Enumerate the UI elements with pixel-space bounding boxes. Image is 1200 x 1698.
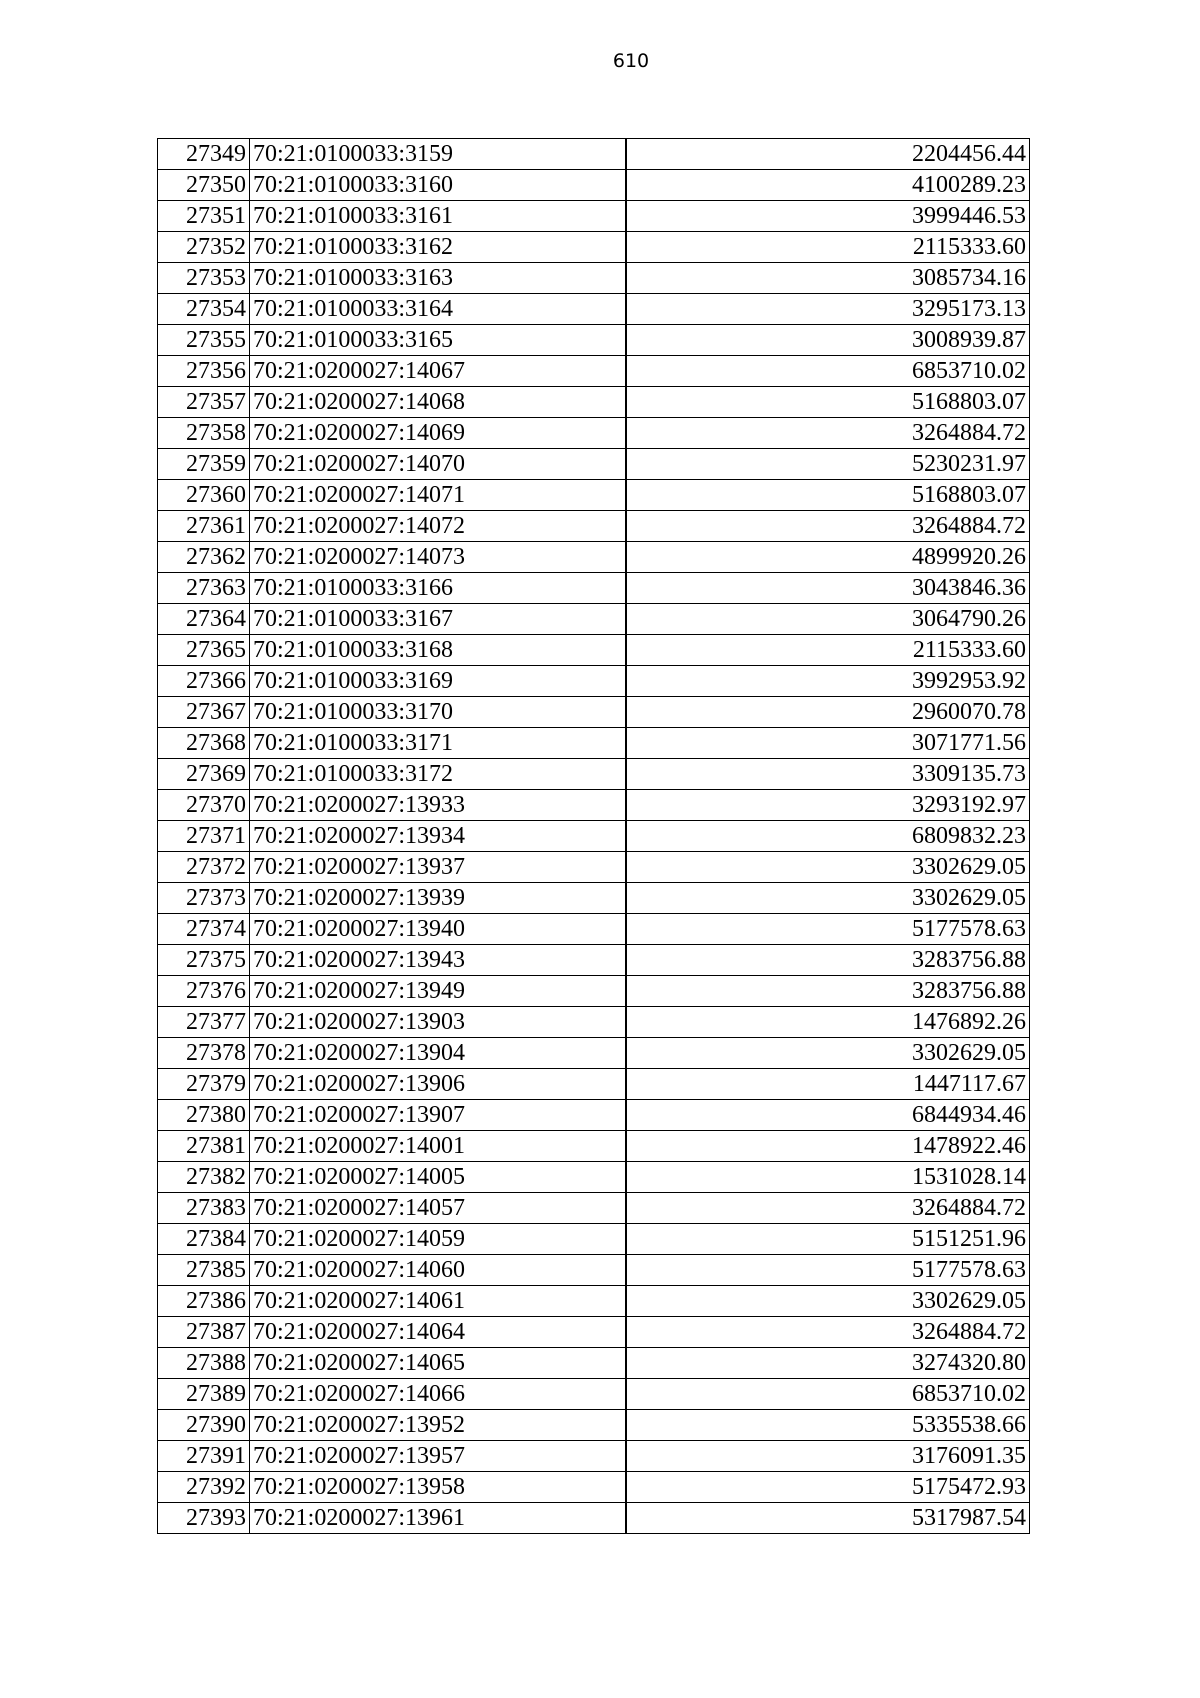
cadastral-value-cell: 1447117.67	[627, 1069, 1030, 1100]
cadastral-number-cell: 70:21:0200027:14001	[250, 1131, 626, 1162]
cadastral-value-cell: 3264884.72	[627, 1317, 1030, 1348]
cadastral-value-cell: 5175472.93	[627, 1472, 1030, 1503]
cadastral-value-cell: 3283756.88	[627, 945, 1030, 976]
table-row	[158, 1379, 1030, 1410]
cadastral-number-cell: 70:21:0200027:14073	[250, 542, 626, 573]
cadastral-number-cell: 70:21:0200027:14068	[250, 387, 626, 418]
table-row	[158, 790, 1030, 821]
cadastral-number-cell: 70:21:0100033:3164	[250, 294, 626, 325]
cadastral-number-cell: 70:21:0100033:3162	[250, 232, 626, 263]
cadastral-number-cell: 70:21:0100033:3169	[250, 666, 626, 697]
cadastral-value-cell: 6844934.46	[627, 1100, 1030, 1131]
cadastral-number-cell: 70:21:0200027:13949	[250, 976, 626, 1007]
cadastral-value-cell: 3071771.56	[627, 728, 1030, 759]
cadastral-value-cell: 3302629.05	[627, 1038, 1030, 1069]
row-number-cell: 27356	[158, 356, 250, 387]
row-number-cell: 27386	[158, 1286, 250, 1317]
table-row	[158, 1503, 1030, 1534]
table-row	[158, 1100, 1030, 1131]
cadastral-value-cell: 5317987.54	[627, 1503, 1030, 1534]
cadastral-value-cell: 3302629.05	[627, 852, 1030, 883]
cadastral-number-cell: 70:21:0200027:13907	[250, 1100, 626, 1131]
cadastral-number-cell: 70:21:0200027:13904	[250, 1038, 626, 1069]
table-row	[158, 976, 1030, 1007]
cadastral-number-cell: 70:21:0100033:3165	[250, 325, 626, 356]
table-row	[158, 1069, 1030, 1100]
cadastral-value-cell: 3274320.80	[627, 1348, 1030, 1379]
cadastral-number-cell: 70:21:0100033:3171	[250, 728, 626, 759]
row-number-cell: 27355	[158, 325, 250, 356]
table-row	[158, 1193, 1030, 1224]
table-row	[158, 1441, 1030, 1472]
table-row	[158, 1410, 1030, 1441]
table-row	[158, 480, 1030, 511]
cadastral-number-cell: 70:21:0200027:13940	[250, 914, 626, 945]
table-row	[158, 356, 1030, 387]
cadastral-value-cell: 3283756.88	[627, 976, 1030, 1007]
cadastral-value-cell: 5168803.07	[627, 480, 1030, 511]
cadastral-value-cell: 3008939.87	[627, 325, 1030, 356]
table-row	[158, 1472, 1030, 1503]
cadastral-value-cell: 5335538.66	[627, 1410, 1030, 1441]
cadastral-value-cell: 3295173.13	[627, 294, 1030, 325]
cadastral-value-cell: 2115333.60	[627, 635, 1030, 666]
table-row	[158, 139, 1030, 170]
cadastral-number-cell: 70:21:0100033:3167	[250, 604, 626, 635]
cadastral-number-cell: 70:21:0200027:14059	[250, 1224, 626, 1255]
row-number-cell: 27380	[158, 1100, 250, 1131]
cadastral-number-cell: 70:21:0200027:14005	[250, 1162, 626, 1193]
row-number-cell: 27363	[158, 573, 250, 604]
row-number-cell: 27377	[158, 1007, 250, 1038]
row-number-cell: 27369	[158, 759, 250, 790]
table-row	[158, 387, 1030, 418]
table-row	[158, 635, 1030, 666]
row-number-cell: 27392	[158, 1472, 250, 1503]
table-row	[158, 201, 1030, 232]
table-row	[158, 759, 1030, 790]
table-row	[158, 573, 1030, 604]
row-number-cell: 27379	[158, 1069, 250, 1100]
table-row	[158, 852, 1030, 883]
cadastral-value-cell: 3999446.53	[627, 201, 1030, 232]
cadastral-value-cell: 2115333.60	[627, 232, 1030, 263]
row-number-cell: 27353	[158, 263, 250, 294]
row-number-cell: 27350	[158, 170, 250, 201]
cadastral-number-cell: 70:21:0200027:13957	[250, 1441, 626, 1472]
table-row	[158, 232, 1030, 263]
table-row	[158, 170, 1030, 201]
row-number-cell: 27361	[158, 511, 250, 542]
row-number-cell: 27382	[158, 1162, 250, 1193]
row-number-cell: 27387	[158, 1317, 250, 1348]
cadastral-number-cell: 70:21:0200027:13961	[250, 1503, 626, 1534]
row-number-cell: 27359	[158, 449, 250, 480]
cadastral-value-cell: 3302629.05	[627, 883, 1030, 914]
cadastral-number-cell: 70:21:0100033:3168	[250, 635, 626, 666]
cadastral-value-cell: 2960070.78	[627, 697, 1030, 728]
row-number-cell: 27375	[158, 945, 250, 976]
table-row	[158, 1007, 1030, 1038]
table-row	[158, 697, 1030, 728]
row-number-cell: 27374	[158, 914, 250, 945]
table-row	[158, 325, 1030, 356]
cadastral-value-cell: 4100289.23	[627, 170, 1030, 201]
cadastral-number-cell: 70:21:0200027:13939	[250, 883, 626, 914]
row-number-cell: 27362	[158, 542, 250, 573]
cadastral-number-cell: 70:21:0200027:14057	[250, 1193, 626, 1224]
table-row	[158, 1348, 1030, 1379]
cadastral-number-cell: 70:21:0200027:14060	[250, 1255, 626, 1286]
cadastral-value-cell: 5151251.96	[627, 1224, 1030, 1255]
cadastral-value-cell: 6853710.02	[627, 356, 1030, 387]
table-row	[158, 1162, 1030, 1193]
table-row	[158, 449, 1030, 480]
table-row	[158, 1038, 1030, 1069]
cadastral-number-cell: 70:21:0200027:13934	[250, 821, 626, 852]
row-number-cell: 27349	[158, 139, 250, 170]
row-number-cell: 27364	[158, 604, 250, 635]
row-number-cell: 27360	[158, 480, 250, 511]
table-row	[158, 1131, 1030, 1162]
row-number-cell: 27365	[158, 635, 250, 666]
cadastral-value-cell: 3064790.26	[627, 604, 1030, 635]
cadastral-number-cell: 70:21:0100033:3172	[250, 759, 626, 790]
cadastral-value-cell: 6853710.02	[627, 1379, 1030, 1410]
cadastral-value-cell: 3302629.05	[627, 1286, 1030, 1317]
cadastral-value-cell: 1476892.26	[627, 1007, 1030, 1038]
cadastral-value-cell: 3043846.36	[627, 573, 1030, 604]
cadastral-number-cell: 70:21:0100033:3163	[250, 263, 626, 294]
cadastral-number-cell: 70:21:0100033:3170	[250, 697, 626, 728]
cadastral-number-cell: 70:21:0200027:13952	[250, 1410, 626, 1441]
cadastral-number-cell: 70:21:0200027:14072	[250, 511, 626, 542]
row-number-cell: 27371	[158, 821, 250, 852]
cadastral-number-cell: 70:21:0200027:14066	[250, 1379, 626, 1410]
cadastral-value-cell: 1531028.14	[627, 1162, 1030, 1193]
cadastral-value-cell: 3264884.72	[627, 1193, 1030, 1224]
row-number-cell: 27357	[158, 387, 250, 418]
page-number: 610	[612, 50, 650, 72]
row-number-cell: 27381	[158, 1131, 250, 1162]
row-number-cell: 27373	[158, 883, 250, 914]
row-number-cell: 27385	[158, 1255, 250, 1286]
table-row	[158, 1286, 1030, 1317]
row-number-cell: 27367	[158, 697, 250, 728]
cadastral-value-cell: 3309135.73	[627, 759, 1030, 790]
table-row	[158, 542, 1030, 573]
cadastral-number-cell: 70:21:0200027:14070	[250, 449, 626, 480]
cadastral-number-cell: 70:21:0200027:13906	[250, 1069, 626, 1100]
cadastral-number-cell: 70:21:0200027:13937	[250, 852, 626, 883]
row-number-cell: 27372	[158, 852, 250, 883]
row-number-cell: 27393	[158, 1503, 250, 1534]
table-row	[158, 1255, 1030, 1286]
cadastral-value-cell: 3176091.35	[627, 1441, 1030, 1472]
table-row	[158, 294, 1030, 325]
table-row	[158, 728, 1030, 759]
row-number-cell: 27352	[158, 232, 250, 263]
row-number-cell: 27388	[158, 1348, 250, 1379]
table-row	[158, 263, 1030, 294]
table-row	[158, 821, 1030, 852]
row-number-cell: 27370	[158, 790, 250, 821]
cadastral-number-cell: 70:21:0100033:3166	[250, 573, 626, 604]
cadastral-value-cell: 5230231.97	[627, 449, 1030, 480]
row-number-cell: 27383	[158, 1193, 250, 1224]
row-number-cell: 27378	[158, 1038, 250, 1069]
cadastral-value-cell: 3293192.97	[627, 790, 1030, 821]
cadastral-number-cell: 70:21:0200027:14065	[250, 1348, 626, 1379]
row-number-cell: 27351	[158, 201, 250, 232]
cadastral-value-cell: 3085734.16	[627, 263, 1030, 294]
row-number-cell: 27376	[158, 976, 250, 1007]
row-number-cell: 27368	[158, 728, 250, 759]
row-number-cell: 27389	[158, 1379, 250, 1410]
cadastral-number-cell: 70:21:0200027:13958	[250, 1472, 626, 1503]
cadastral-number-cell: 70:21:0100033:3161	[250, 201, 626, 232]
row-number-cell: 27391	[158, 1441, 250, 1472]
table-row	[158, 945, 1030, 976]
cadastral-number-cell: 70:21:0200027:14071	[250, 480, 626, 511]
cadastral-value-cell: 2204456.44	[627, 139, 1030, 170]
table-row	[158, 1224, 1030, 1255]
table-row	[158, 604, 1030, 635]
cadastral-number-cell: 70:21:0200027:13933	[250, 790, 626, 821]
cadastral-value-table	[157, 138, 1030, 1534]
cadastral-number-cell: 70:21:0100033:3160	[250, 170, 626, 201]
row-number-cell: 27384	[158, 1224, 250, 1255]
row-number-cell: 27390	[158, 1410, 250, 1441]
cadastral-number-cell: 70:21:0200027:14064	[250, 1317, 626, 1348]
row-number-cell: 27354	[158, 294, 250, 325]
cadastral-value-cell: 3264884.72	[627, 511, 1030, 542]
table-row	[158, 1317, 1030, 1348]
cadastral-number-cell: 70:21:0200027:14061	[250, 1286, 626, 1317]
table-row	[158, 883, 1030, 914]
row-number-cell: 27358	[158, 418, 250, 449]
cadastral-number-cell: 70:21:0200027:13943	[250, 945, 626, 976]
cadastral-value-cell: 4899920.26	[627, 542, 1030, 573]
cadastral-number-cell: 70:21:0100033:3159	[250, 139, 626, 170]
cadastral-number-cell: 70:21:0200027:14069	[250, 418, 626, 449]
cadastral-value-cell: 5177578.63	[627, 1255, 1030, 1286]
cadastral-value-cell: 1478922.46	[627, 1131, 1030, 1162]
cadastral-value-cell: 6809832.23	[627, 821, 1030, 852]
table-row	[158, 666, 1030, 697]
cadastral-value-cell: 3264884.72	[627, 418, 1030, 449]
table-row	[158, 418, 1030, 449]
cadastral-number-cell: 70:21:0200027:13903	[250, 1007, 626, 1038]
table-body	[158, 139, 1030, 1534]
cadastral-value-cell: 3992953.92	[627, 666, 1030, 697]
cadastral-value-cell: 5168803.07	[627, 387, 1030, 418]
table-row	[158, 511, 1030, 542]
table-row	[158, 914, 1030, 945]
cadastral-value-cell: 5177578.63	[627, 914, 1030, 945]
row-number-cell: 27366	[158, 666, 250, 697]
cadastral-number-cell: 70:21:0200027:14067	[250, 356, 626, 387]
